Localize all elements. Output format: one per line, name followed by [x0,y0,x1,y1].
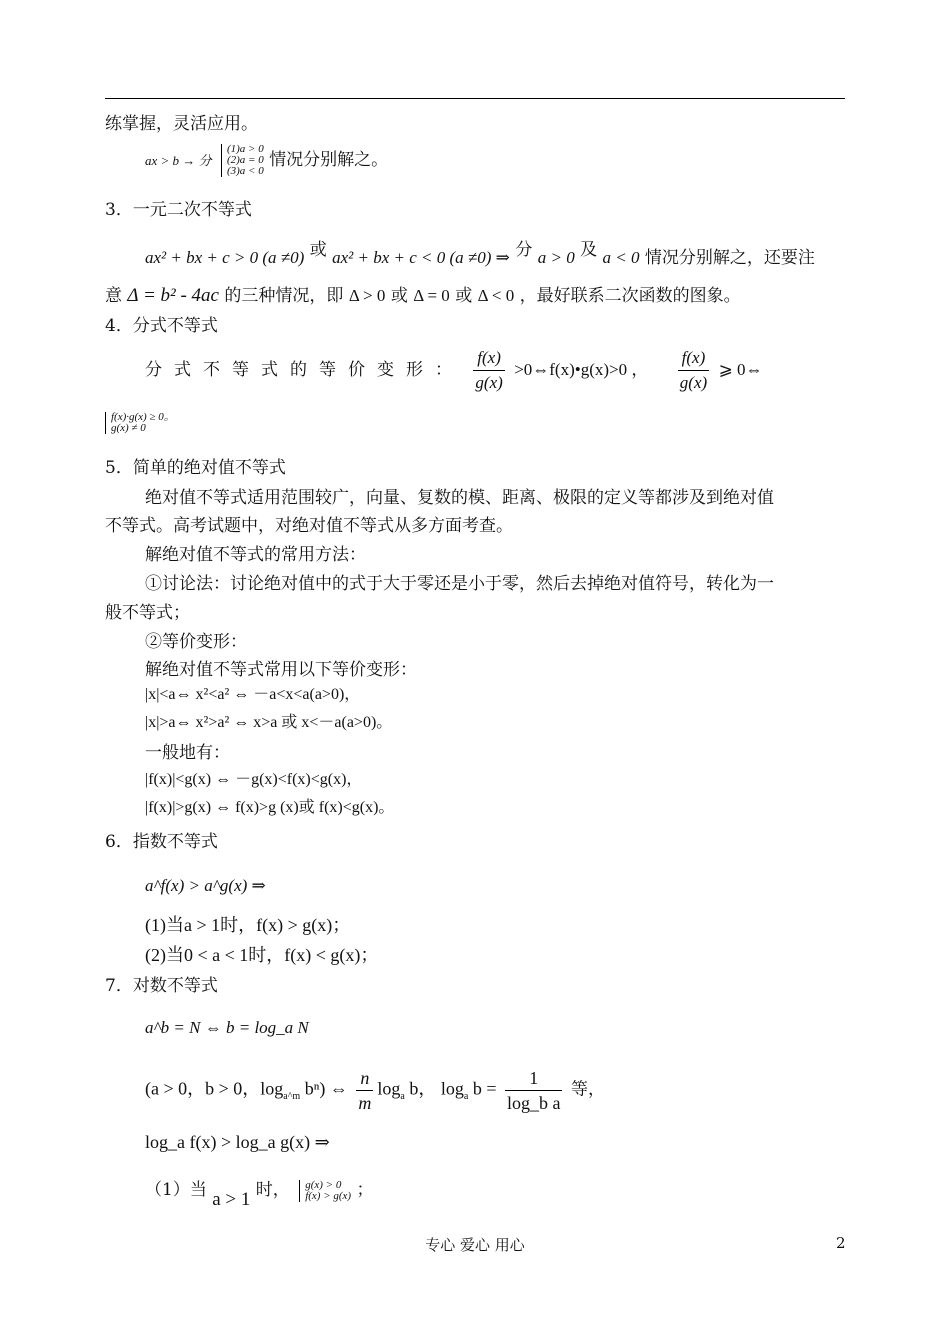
formula-line: log_a f(x) > log_a g(x) ⇒ [145,1132,330,1152]
numerator: f(x) [678,346,709,371]
formula-line: (2)当0 < a < 1时，f(x) < g(x)； [145,945,379,965]
header-rule [105,98,845,99]
text-span: 分式不等式的等价变形： [145,360,464,380]
section-heading: 5．简单的绝对值不等式 [105,458,286,478]
math-expr: b， log [409,1078,464,1099]
case-item: g(x) > 0 [305,1178,342,1191]
case-item: f(x)·g(x) ≥ 0。 [111,410,175,423]
paragraph-line: 解绝对值不等式常用以下等价变形： [145,660,417,680]
text-span: 等， [570,1079,605,1100]
math-expr: b = [472,1078,497,1099]
fraction-ineq-line [145,346,763,395]
paragraph-line: 解绝对值不等式的常用方法： [145,545,366,565]
text-span: 或 [390,286,408,306]
denominator: log_b a [506,1093,561,1113]
text-span: 的三种情况，即 [224,286,344,306]
denominator: m [358,1093,372,1113]
text-span: 意 [105,286,122,306]
numerator: n [356,1066,373,1091]
text-span: ，最好联系二次函数的图象。 [519,286,741,306]
formula-line: a^f(x) > a^g(x) ⇒ [145,876,266,895]
discriminant-line [105,284,741,308]
paragraph-line: 般不等式； [105,603,190,623]
subscript: a [463,1091,469,1103]
numerator: f(x) [473,346,504,371]
paragraph-line: 一般地有： [145,743,230,763]
page-number: 2 [836,1234,846,1252]
denominator: g(x) [679,373,708,392]
formula-line: |f(x)|<g(x) ⇔ －g(x)<f(x)<g(x)， [145,771,363,788]
math-expr: >0⇔f(x)•g(x)>0 ， [514,360,649,379]
text-line: 练掌握，灵活应用。 [105,114,258,134]
fraction [678,346,709,395]
math-expr: bⁿ) ⇔ [304,1078,348,1099]
quadratic-line [145,238,815,270]
case-item: (3)a < 0 [226,165,264,177]
fraction [473,346,504,395]
math-expr: ⩾ 0⇔ [718,360,763,379]
subscript: a^m [283,1091,301,1103]
paragraph-line: ①讨论法：讨论绝对值中的式于大于零还是小于零，然后去掉绝对值符号，转化为一 [145,574,774,594]
fraction [505,1066,563,1115]
math-expr: Δ = b² - 4ac [127,285,219,306]
math-expr: ax > b → 分 [145,153,212,168]
case-brace [299,1180,351,1202]
formula-line: |x|<a⇔ x²<a² ⇔ －a<x<a(a>0)， [145,686,361,703]
text-span: ； [356,1180,374,1200]
math-expr: Δ > 0 [348,286,386,305]
numerator: 1 [505,1066,563,1091]
text-span: 情况分别解之。 [269,150,389,170]
case-formula-line [145,1178,374,1212]
log-identity-line [145,1066,605,1115]
formula-line: (1)当a > 1时，f(x) > g(x)； [145,915,351,935]
math-expr: a > 1 [212,1189,251,1210]
case-formula-line [105,410,175,434]
text-span: 及 [580,240,598,260]
math-expr: a > 0 [537,248,575,267]
case-brace [221,144,264,177]
math-expr: (a > 0，b > 0，log [145,1078,284,1099]
case-item: (1)a > 0 [226,143,264,155]
text-span: 或 [455,286,473,306]
paragraph-line: 不等式。高考试题中，对绝对值不等式从多方面考查。 [105,516,513,536]
math-expr: ax² + bx + c > 0 (a ≠0) [145,248,305,267]
section-heading: 7．对数不等式 [105,976,218,996]
math-expr: a < 0 [602,248,640,267]
paragraph-line: ②等价变形： [145,632,247,652]
subscript: a [400,1091,405,1103]
page-footer: 专心 爱心 用心 [425,1236,525,1254]
case-item: (2)a = 0 [226,154,264,166]
fraction [356,1066,373,1115]
case-formula-line [145,144,388,177]
text-span: 情况分别解之，还要注 [644,248,815,268]
text-span: （1）当 [145,1180,207,1200]
case-item: g(x) ≠ 0 [111,421,146,434]
text-span: 或 [309,240,327,260]
formula-line: |x|>a⇔ x²>a² ⇔ x>a 或 x<－a(a>0)。 [145,714,393,731]
section-heading: 6．指数不等式 [105,832,218,852]
text-span: 时， [255,1180,290,1200]
math-expr: ax² + bx + c < 0 (a ≠0) ⇒ [332,248,510,267]
math-expr: Δ < 0 [477,286,515,305]
text-span: 分 [515,240,533,260]
case-brace [105,412,175,434]
case-item: f(x) > g(x) [305,1189,352,1202]
math-expr: log [377,1078,401,1099]
math-expr: Δ = 0 [413,286,450,305]
section-heading: 4．分式不等式 [105,316,218,336]
denominator: g(x) [475,373,503,392]
formula-line: a^b = N ⇔ b = log_a N [145,1018,309,1037]
paragraph-line: 绝对值不等式适用范围较广，向量、复数的模、距离、极限的定义等都涉及到绝对值 [145,488,774,508]
formula-line: |f(x)|>g(x) ⇔ f(x)>g (x)或 f(x)<g(x)。 [145,799,395,816]
section-heading: 3．一元二次不等式 [105,200,252,220]
